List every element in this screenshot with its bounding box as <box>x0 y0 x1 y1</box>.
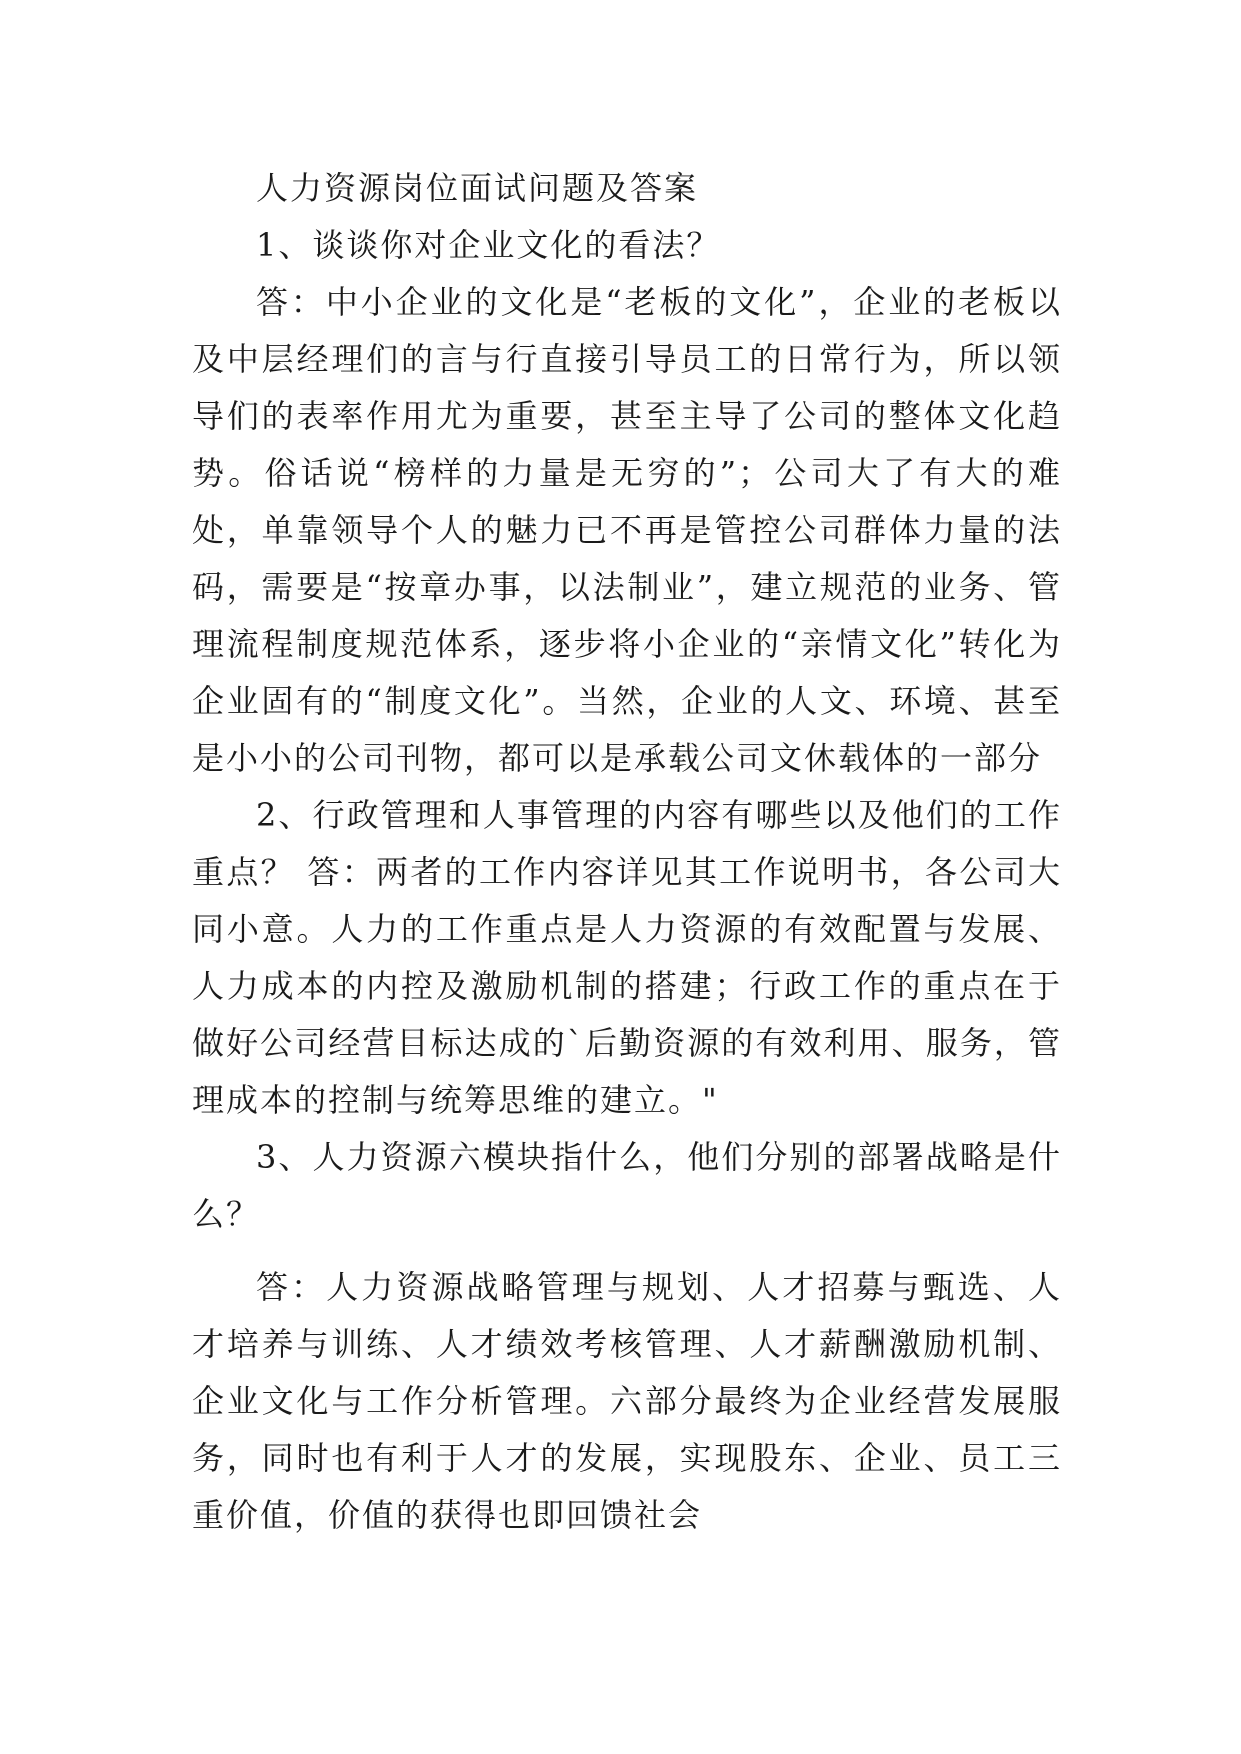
answer-3: 答：人力资源战略管理与规划、人才招募与甄选、人才培养与训练、人才绩效考核管理、人才薪酬激励机制、企业文化与工作分析管理。六部分最终为企业经营发展服务，同时也有利于人才的发展，实现股东、企业、员工三重价值，价值的获得也即回馈社会 <box>192 1268 1062 1534</box>
question-1: 1、谈谈你对企业文化的看法？ <box>256 226 721 264</box>
question-answer-2: 2、行政管理和人事管理的内容有哪些以及他们的工作重点？ 答：两者的工作内容详见其工作说明书，各公司大同小意。人力的工作重点是人力资源的有效配置与发展、人力成本的内控及激励机制的搭建；行政工作的重点在于做好公司经营目标达成的`后勤资源的有效利用、服务，管理成本的控制与统筹思维的建立。" <box>192 796 1062 1119</box>
document-title: 人力资源岗位面试问题及答案 <box>256 169 699 207</box>
answer-1: 答：中小企业的文化是“老板的文化”，企业的老板以及中层经理们的言与行直接引导员工的日常行为，所以领导们的表率作用尤为重要，甚至主导了公司的整体文化趋势。俗话说“榜样的力量是无穷的”；公司大了有大的难处，单靠领导个人的魅力已不再是管控公司群体力量的法码，需要是“按章办事，以法制业”，建立规范的业务、管理流程制度规范体系，逐步将小企业的“亲情文化”转化为企业固有的“制度文化”。当然，企业的人文、环境、甚至是小小的公司刊物，都可以是承载公司文休载体的一部分 <box>192 283 1062 777</box>
document-body <box>192 160 1062 1544</box>
question-3: 3、人力资源六模块指什么，他们分别的部署战略是什么？ <box>192 1138 1062 1233</box>
